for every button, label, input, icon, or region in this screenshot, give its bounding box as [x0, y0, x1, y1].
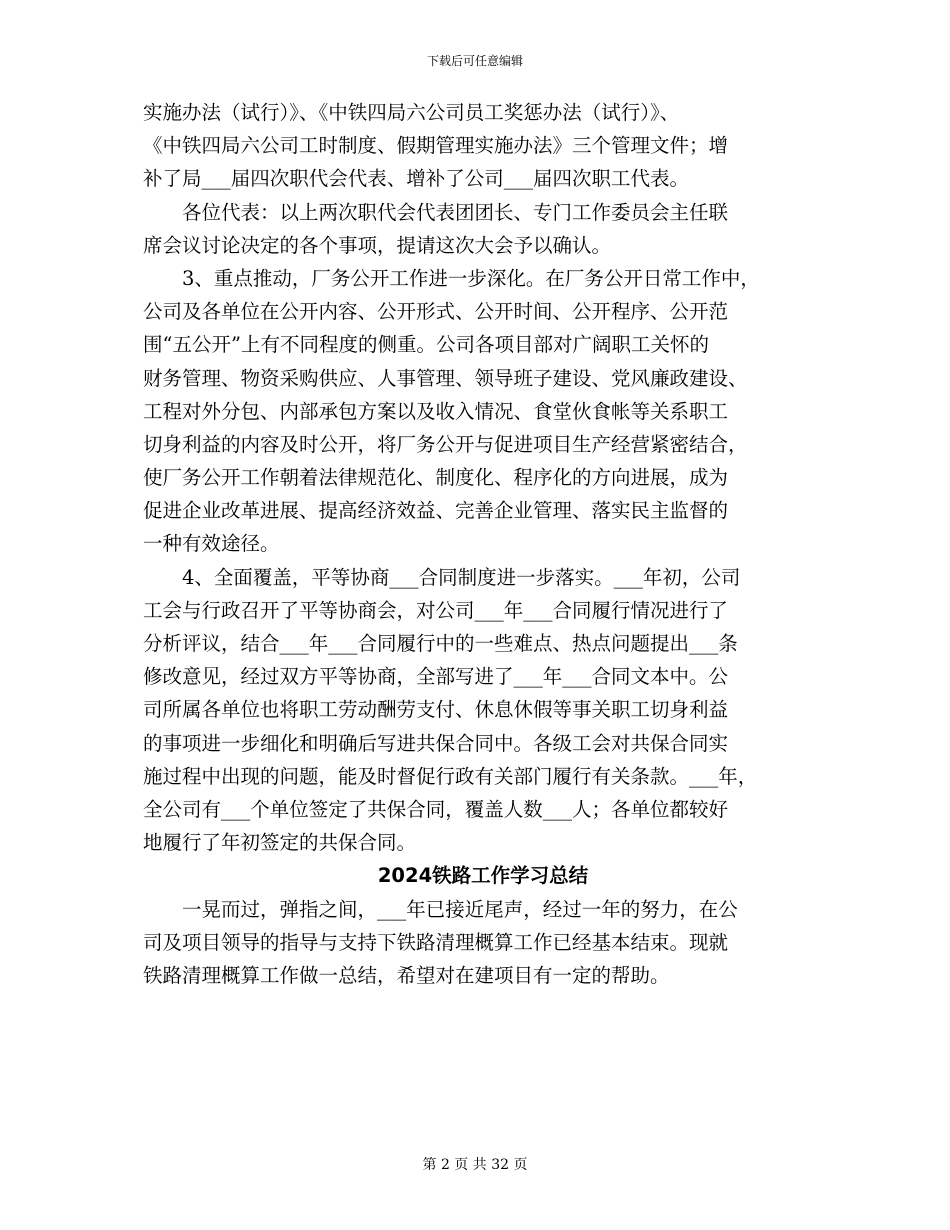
- text-line: 司所属各单位也将职工劳动酬劳支付、休息休假等事关职工切身利益: [143, 698, 729, 722]
- text-line: 司及项目领导的指导与支持下铁路清理概算工作已经基本结束。现就: [143, 930, 729, 954]
- text-line: 实施办法（试行）》、《中铁四局六公司员工奖惩办法（试行）》、: [143, 101, 680, 124]
- text-line: 围“五公开”上有不同程度的侧重。公司各项目部对广阔职工关怀的: [143, 333, 709, 357]
- text-line: 3、重点推动，厂务公开工作进一步深化。在厂务公开日常工作中，: [143, 266, 760, 290]
- text-line: 补了局___届四次职代会代表、增补了公司___届四次职工代表。: [143, 167, 690, 191]
- text-line: 铁路清理概算工作做一总结，希望对在建项目有一定的帮助。: [143, 963, 670, 987]
- text-line: 席会议讨论决定的各个事项，提请这次大会予以确认。: [143, 233, 612, 257]
- text-line: 各位代表：以上两次职代会代表团团长、专门工作委员会主任联: [143, 200, 729, 224]
- text-line: 《中铁四局六公司工时制度、假期管理实施办法》三个管理文件；增: [143, 134, 729, 158]
- page-footer: 第 2 页 共 32 页: [422, 1157, 528, 1173]
- text-line: 分析评议，结合___年___合同履行中的一些难点、热点问题提出___条: [143, 632, 738, 655]
- text-line: 财务管理、物资采购供应、人事管理、领导班子建设、党风廉政建设、: [143, 366, 748, 390]
- text-line: 一晃而过，弹指之间，___年已接近尾声，经过一年的努力，在公: [143, 897, 738, 921]
- text-line: 4、全面覆盖，平等协商___合同制度进一步落实。___年初，公司: [143, 565, 741, 589]
- text-line: 修改意见，经过双方平等协商，全部写进了___年___合同文本中。公: [143, 665, 729, 689]
- page-header: 下载后可任意编辑: [426, 54, 523, 68]
- text-line: 切身利益的内容及时公开，将厂务公开与促进项目生产经营紧密结合，: [143, 432, 748, 456]
- section-title: 2024铁路工作学习总结: [377, 864, 589, 888]
- text-line: 全公司有___个单位签定了共保合同，覆盖人数___人；各单位都较好: [143, 797, 729, 821]
- text-line: 一种有效途径。: [143, 532, 280, 556]
- text-line: 施过程中出现的问题，能及时督促行政有关部门履行有关条款。___年，: [143, 764, 758, 788]
- text-line: 促进企业改革进展、提高经济效益、完善企业管理、落实民主监督的: [143, 499, 729, 523]
- text-line: 的事项进一步细化和明确后写进共保合同中。各级工会对共保合同实: [143, 731, 729, 755]
- text-line: 地履行了年初签定的共保合同。: [143, 831, 417, 855]
- text-line: 工程对外分包、内部承包方案以及收入情况、食堂伙食帐等关系职工: [143, 399, 729, 423]
- document-body: [143, 96, 823, 992]
- text-line: 使厂务公开工作朝着法律规范化、制度化、程序化的方向进展，成为: [143, 466, 729, 490]
- text-line: 工会与行政召开了平等协商会，对公司___年___合同履行情况进行了: [143, 598, 729, 622]
- text-line: 公司及各单位在公开内容、公开形式、公开时间、公开程序、公开范: [143, 300, 729, 324]
